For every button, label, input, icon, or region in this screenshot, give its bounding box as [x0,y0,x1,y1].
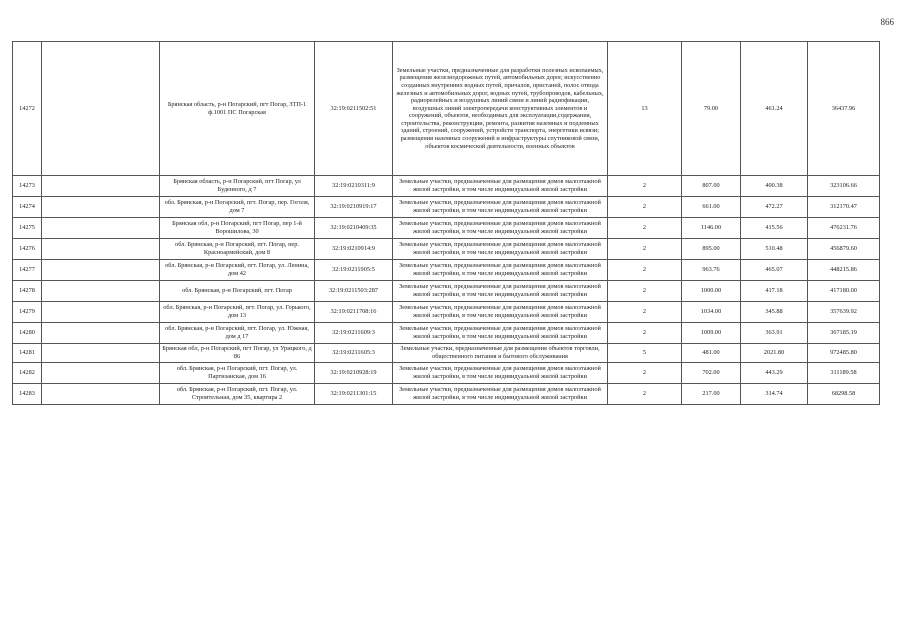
cadastral-number-cell: 32:19:0211502:51 [315,42,393,176]
area-cell: 1034.00 [682,302,741,323]
specific-value-cell: 345.88 [741,302,808,323]
cadastral-number-cell: 32:19:0211301:15 [315,384,393,405]
area-cell: 702.00 [682,363,741,384]
group-cell: 2 [608,384,682,405]
specific-value-cell: 417.18 [741,281,808,302]
row-id: 14272 [13,42,42,176]
blank-cell [42,218,160,239]
address-cell: обл. Брянская, р-н Погарский, пгт. Погар, пер. Гоголя, дом 7 [160,197,315,218]
cadastral-value-cell: 311189.58 [808,363,880,384]
page-number: 866 [880,17,894,27]
specific-value-cell: 510.48 [741,239,808,260]
group-cell: 2 [608,176,682,197]
cadastral-value-cell: 36437.96 [808,42,880,176]
land-use-cell: Земельные участки, предназначенные для размещения домов малоэтажной жилой застройки, в том числе индивидуальной жилой застройки [393,281,608,302]
area-cell: 217.00 [682,384,741,405]
area-cell: 1009.00 [682,323,741,344]
table-row [13,344,880,363]
area-cell: 807.00 [682,176,741,197]
specific-value-cell: 415.56 [741,218,808,239]
specific-value-cell: 472.27 [741,197,808,218]
group-cell: 2 [608,260,682,281]
land-use-cell: Земельные участки, предназначенные для размещения домов малоэтажной жилой застройки, в том числе индивидуальной жилой застройки [393,260,608,281]
land-use-cell: Земельные участки, предназначенные для размещения домов малоэтажной жилой застройки, в том числе индивидуальной жилой застройки [393,197,608,218]
specific-value-cell: 443.29 [741,363,808,384]
group-cell: 13 [608,42,682,176]
blank-cell [42,260,160,281]
blank-cell [42,176,160,197]
address-cell: обл. Брянская, р-н Погарский, пгт. Погар [160,281,315,302]
table-row [13,323,880,344]
table-row [13,384,880,405]
blank-cell [42,384,160,405]
row-id: 14275 [13,218,42,239]
cadastral-value-table [12,41,880,405]
cadastral-number-cell: 32:19:0210919:17 [315,197,393,218]
cadastral-value-cell: 456879.60 [808,239,880,260]
cadastral-value-cell: 312170.47 [808,197,880,218]
cadastral-value-cell: 972485.80 [808,344,880,363]
area-cell: 963.76 [682,260,741,281]
row-id: 14276 [13,239,42,260]
specific-value-cell: 2021.80 [741,344,808,363]
blank-cell [42,239,160,260]
blank-cell [42,42,160,176]
address-cell: обл. Брянская, р-н Погарский, пгт. Погар, ул. Южная, дом д 17 [160,323,315,344]
cadastral-value-cell: 367185.19 [808,323,880,344]
land-use-cell: Земельные участки, предназначенные для размещения домов малоэтажной жилой застройки, в том числе индивидуальной жилой застройки [393,323,608,344]
cadastral-number-cell: 32:19:0210311:9 [315,176,393,197]
address-cell: обл. Брянская, р-н Погарский, пгт. Погар, ул. Партизанская, дом 16 [160,363,315,384]
row-id: 14282 [13,363,42,384]
land-use-cell: Земельные участки, предназначенные для размещения домов малоэтажной жилой застройки, в том числе индивидуальной жилой застройки [393,384,608,405]
cadastral-number-cell: 32:19:0211708:16 [315,302,393,323]
address-cell: обл. Брянская, р-н Погарский, пгт. Погар, ул. Горького, дом 13 [160,302,315,323]
address-cell: обл. Брянская, р-н Погарский, пгт. Погар, пер. Красноармейский, дом 8 [160,239,315,260]
land-use-cell: Земельные участки, предназначенные для размещения домов малоэтажной жилой застройки, в том числе индивидуальной жилой застройки [393,176,608,197]
area-cell: 661.00 [682,197,741,218]
row-id: 14278 [13,281,42,302]
address-cell: обл. Брянская, р-н Погарский, пгт. Погар, ул. Ленина, дом 42 [160,260,315,281]
specific-value-cell: 363.91 [741,323,808,344]
row-id: 14279 [13,302,42,323]
land-use-cell: Земельные участки, предназначенные для размещения домов малоэтажной жилой застройки, в том числе индивидуальной жилой застройки [393,218,608,239]
group-cell: 2 [608,218,682,239]
cadastral-value-cell: 417180.00 [808,281,880,302]
specific-value-cell: 465.07 [741,260,808,281]
table-row [13,42,880,176]
blank-cell [42,344,160,363]
specific-value-cell: 400.38 [741,176,808,197]
cadastral-value-cell: 68298.58 [808,384,880,405]
table-row [13,218,880,239]
cadastral-number-cell: 32:19:0210914:9 [315,239,393,260]
cadastral-value-cell: 323106.66 [808,176,880,197]
blank-cell [42,363,160,384]
land-use-cell: Земельные участки, предназначенные для разработки полезных ископаемых, размещения железнодорожных путей, автомобильных дорог, искусственно созданных внутренних водных путей, причалов, пристаней, полос отвода железных и автомобильных дорог, водных путей, трубопроводов, кабельных, радиорелейных и воздушных линий связи и линий радиофикации, воздушных линий электропередачи конструктивных элементов и сооружений, объектов, необходимых для эксплуатации,содержания, строительства, реконструкции, ремонта, развития наземных и подземных зданий, строений, сооружений, устройств транспорта, энергетики исвязи; размещения наземных сооружений и инфраструктуры спутниковой связи, объектов космической деятельности, военных объектов [393,42,608,176]
cadastral-value-cell: 448215.86 [808,260,880,281]
cadastral-value-cell: 476231.76 [808,218,880,239]
table-row [13,197,880,218]
row-id: 14281 [13,344,42,363]
table-row [13,260,880,281]
table-row [13,176,880,197]
cadastral-number-cell: 32:19:0211605:3 [315,344,393,363]
group-cell: 2 [608,281,682,302]
address-cell: обл. Брянская, р-н Погарский, пгт. Погар, ул. Строительная, дом 35, квартира 2 [160,384,315,405]
land-use-cell: Земельные участки, предназначенные для размещения домов малоэтажной жилой застройки, в том числе индивидуальной жилой застройки [393,363,608,384]
row-id: 14283 [13,384,42,405]
area-cell: 895.00 [682,239,741,260]
blank-cell [42,281,160,302]
specific-value-cell: 461.24 [741,42,808,176]
group-cell: 2 [608,323,682,344]
address-cell: Брянская обл, р-н Погарский, пгт Погар, ул Урицкого, д 86 [160,344,315,363]
row-id: 14280 [13,323,42,344]
group-cell: 2 [608,302,682,323]
area-cell: 481.00 [682,344,741,363]
area-cell: 79.00 [682,42,741,176]
table-row [13,239,880,260]
cadastral-number-cell: 32:19:0211609:3 [315,323,393,344]
area-cell: 1000.00 [682,281,741,302]
specific-value-cell: 314.74 [741,384,808,405]
row-id: 14274 [13,197,42,218]
blank-cell [42,197,160,218]
area-cell: 1146.00 [682,218,741,239]
row-id: 14273 [13,176,42,197]
blank-cell [42,323,160,344]
address-cell: Брянская область, р-н Погарский, пгт Погар, ул Буденного, д 7 [160,176,315,197]
cadastral-value-cell: 357639.92 [808,302,880,323]
address-cell: Брянская обл, р-н Погарский, пгт Погар, пер 1-й Ворошилова, 30 [160,218,315,239]
table-row [13,281,880,302]
table-row [13,302,880,323]
cadastral-number-cell: 32:19:0211905:5 [315,260,393,281]
row-id: 14277 [13,260,42,281]
group-cell: 2 [608,363,682,384]
cadastral-number-cell: 32:19:0210928:19 [315,363,393,384]
table-row [13,363,880,384]
table-body [13,42,880,405]
group-cell: 5 [608,344,682,363]
cadastral-number-cell: 32:19:0211503:287 [315,281,393,302]
group-cell: 2 [608,197,682,218]
land-use-cell: Земельные участки, предназначенные для размещения объектов торговли, общественного питания и бытового обслуживания [393,344,608,363]
land-use-cell: Земельные участки, предназначенные для размещения домов малоэтажной жилой застройки, в том числе индивидуальной жилой застройки [393,302,608,323]
land-use-cell: Земельные участки, предназначенные для размещения домов малоэтажной жилой застройки, в том числе индивидуальной жилой застройки [393,239,608,260]
cadastral-number-cell: 32:19:0210409:35 [315,218,393,239]
blank-cell [42,302,160,323]
address-cell: Брянская область, р-н Погарский, пгт Погар, ЗТП-1 ф.1001 ПС Погарская [160,42,315,176]
group-cell: 2 [608,239,682,260]
